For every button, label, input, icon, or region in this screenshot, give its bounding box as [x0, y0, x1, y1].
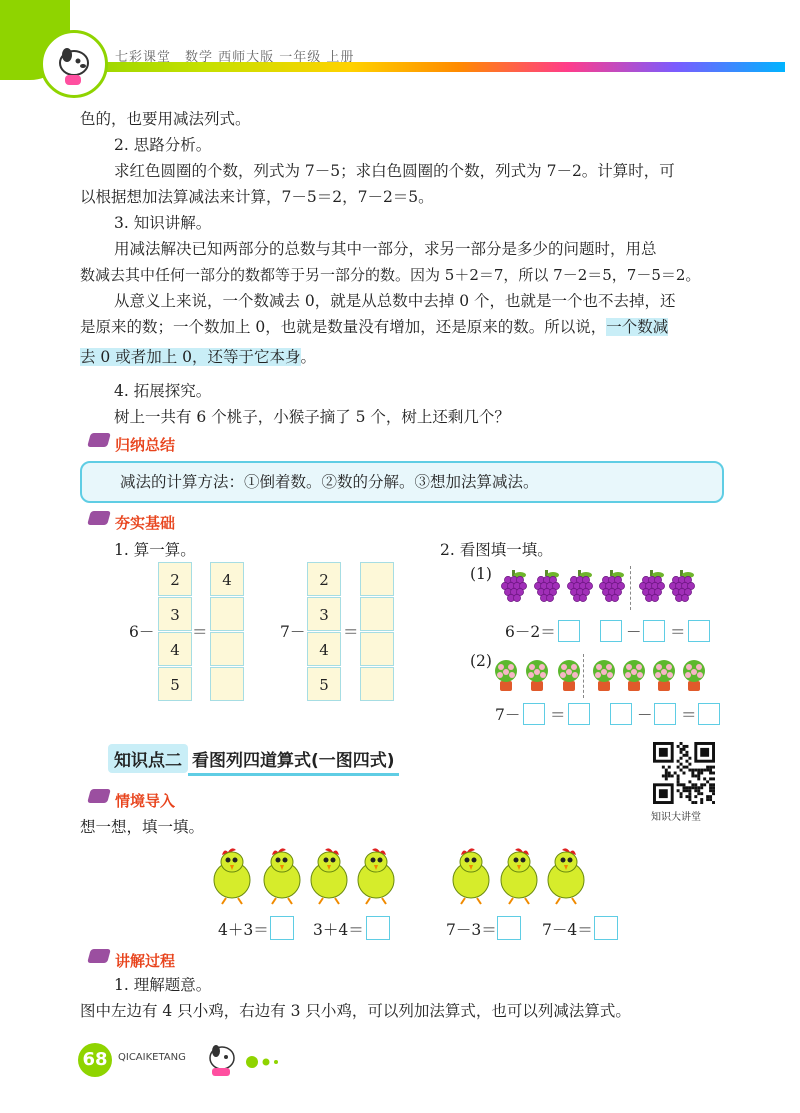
header-title: 七彩课堂 数学 西师大版 一年级 上册 [115, 50, 355, 65]
answer-box[interactable] [600, 620, 622, 642]
divider-line [583, 654, 584, 698]
grape-icon [668, 570, 696, 604]
answer-box[interactable] [568, 703, 590, 725]
paragraph: 从意义上来说，一个数减去 0，就是从总数中去掉 0 个，也就是一个也不去掉，还 [114, 292, 676, 310]
paragraph [80, 314, 730, 340]
paragraph: 求红色圆圈的个数，列式为 7－5；求白色圆圈的个数，列式为 7－2。计算时，可 [114, 162, 675, 180]
answer-cell[interactable] [360, 667, 394, 701]
answer-cell[interactable] [360, 597, 394, 631]
exercise-title: 1. 算一算。 [114, 541, 196, 559]
paragraph: 数减去其中任何一部分的数都等于另一部分的数。因为 5＋2＝7，所以 7－2＝5，7－5＝2。 [80, 266, 701, 284]
plant-icon [523, 657, 551, 693]
paragraph: 以根据想加法算减法来计算，7－5＝2，7－2＝5。 [80, 188, 434, 206]
plant-icon [650, 657, 678, 693]
dog-mascot-icon [43, 33, 105, 95]
grape-icon [500, 570, 528, 604]
divider-line [630, 566, 631, 610]
exercise-title: 2. 看图填一填。 [440, 541, 553, 559]
section-icon [87, 789, 111, 803]
answer-box[interactable] [523, 703, 545, 725]
question-number: (1) [470, 565, 492, 583]
section-label: 讲解过程 [115, 952, 176, 970]
number-cell: 2 [158, 562, 192, 596]
answer-cell[interactable] [360, 632, 394, 666]
chick-icon [447, 846, 495, 906]
answer-cell[interactable]: 4 [210, 562, 244, 596]
equals-sign: ＝ [343, 623, 359, 641]
section-heading-explain [115, 950, 175, 971]
grape-icon [638, 570, 666, 604]
answer-box[interactable] [698, 703, 720, 725]
grape-icon [598, 570, 626, 604]
paragraph: 1. 理解题意。 [114, 976, 212, 994]
footer-brand: QICAIKETANG [118, 1052, 186, 1063]
plant-icon [555, 657, 583, 693]
answer-box[interactable] [594, 916, 618, 940]
section-label: 归纳总结 [115, 436, 176, 454]
chick-icon [258, 846, 306, 906]
chick-icon [208, 846, 256, 906]
plant-icon [590, 657, 618, 693]
minus-sign: － [637, 706, 653, 724]
number-cell: 5 [307, 667, 341, 701]
section-icon [87, 511, 111, 525]
answer-cell[interactable] [210, 632, 244, 666]
text: 。 [300, 348, 317, 366]
section-heading-basics [115, 512, 175, 533]
answer-box[interactable] [497, 916, 521, 940]
section-heading-summary [115, 434, 175, 455]
answer-cell[interactable] [210, 667, 244, 701]
answer-box[interactable] [688, 620, 710, 642]
qr-caption: 知识大讲堂 [651, 812, 701, 823]
text: 是原来的数；一个数加上 0，也就是数量没有增加，还是原来的数。所以说， [80, 318, 607, 336]
equation-text: 3＋4＝ [313, 921, 364, 939]
number-cell: 2 [307, 562, 341, 596]
grape-icon [566, 570, 594, 604]
paragraph: 3. 知识讲解。 [114, 214, 212, 232]
paragraph [80, 344, 730, 370]
answer-cell[interactable] [360, 562, 394, 596]
equals-sign: ＝ [670, 623, 686, 641]
equation-text: 7－4＝ [542, 921, 593, 939]
answer-box[interactable] [643, 620, 665, 642]
paragraph: 图中左边有 4 只小鸡，右边有 3 只小鸡，可以列加法算式，也可以列减法算式。 [80, 1002, 631, 1020]
expr-label: 7－ [280, 623, 306, 641]
paragraph: 想一想，填一填。 [80, 818, 205, 836]
answer-box[interactable] [366, 916, 390, 940]
answer-box[interactable] [270, 916, 294, 940]
equals-sign: ＝ [550, 706, 566, 724]
section-label: 情境导入 [115, 792, 176, 810]
summary-text: 减法的计算方法：①倒着数。②数的分解。③想加法算减法。 [120, 473, 539, 491]
qr-code-icon[interactable] [653, 742, 715, 804]
paragraph: 2. 思路分析。 [114, 136, 212, 154]
section-heading-intro [115, 790, 175, 811]
dog-mascot-icon [200, 1038, 290, 1082]
chick-icon [352, 846, 400, 906]
number-cell: 4 [307, 632, 341, 666]
equals-sign: ＝ [192, 623, 208, 641]
answer-box[interactable] [654, 703, 676, 725]
chick-icon [495, 846, 543, 906]
paragraph: 4. 拓展探究。 [114, 382, 212, 400]
knowledge-point-title: 看图列四道算式(一图四式) [188, 744, 399, 776]
equation-text: 6－2＝ [505, 623, 556, 641]
equation-text: 7－ [495, 706, 521, 724]
mascot-logo [40, 30, 108, 98]
page-number: 68 [78, 1043, 112, 1077]
plant-icon [620, 657, 648, 693]
chick-icon [542, 846, 590, 906]
number-cell: 3 [307, 597, 341, 631]
highlight-text: 去 0 或者加上 0，还等于它本身 [80, 348, 301, 366]
expr-label: 6－ [129, 623, 155, 641]
answer-cell[interactable] [210, 597, 244, 631]
section-label: 夯实基础 [115, 514, 176, 532]
number-cell: 5 [158, 667, 192, 701]
knowledge-point-label: 知识点二 [108, 744, 188, 773]
grape-icon [533, 570, 561, 604]
number-cell: 4 [158, 632, 192, 666]
chick-icon [305, 846, 353, 906]
plant-icon [680, 657, 708, 693]
question-number: (2) [470, 652, 492, 670]
number-cell: 3 [158, 597, 192, 631]
equals-sign: ＝ [681, 706, 697, 724]
minus-sign: － [626, 623, 642, 641]
paragraph: 用减法解决已知两部分的总数与其中一部分，求另一部分是多少的问题时，用总 [114, 240, 657, 258]
knowledge-point-heading [108, 744, 399, 776]
equation-text: 7－3＝ [446, 921, 497, 939]
equation-text: 4＋3＝ [218, 921, 269, 939]
section-icon [87, 949, 111, 963]
highlight-text: 一个数减 [606, 318, 669, 336]
answer-box[interactable] [558, 620, 580, 642]
answer-box[interactable] [610, 703, 632, 725]
plant-icon [492, 657, 520, 693]
section-icon [87, 433, 111, 447]
paragraph: 树上一共有 6 个桃子，小猴子摘了 5 个，树上还剩几个？ [114, 408, 510, 426]
paragraph: 色的，也要用减法列式。 [80, 110, 251, 128]
